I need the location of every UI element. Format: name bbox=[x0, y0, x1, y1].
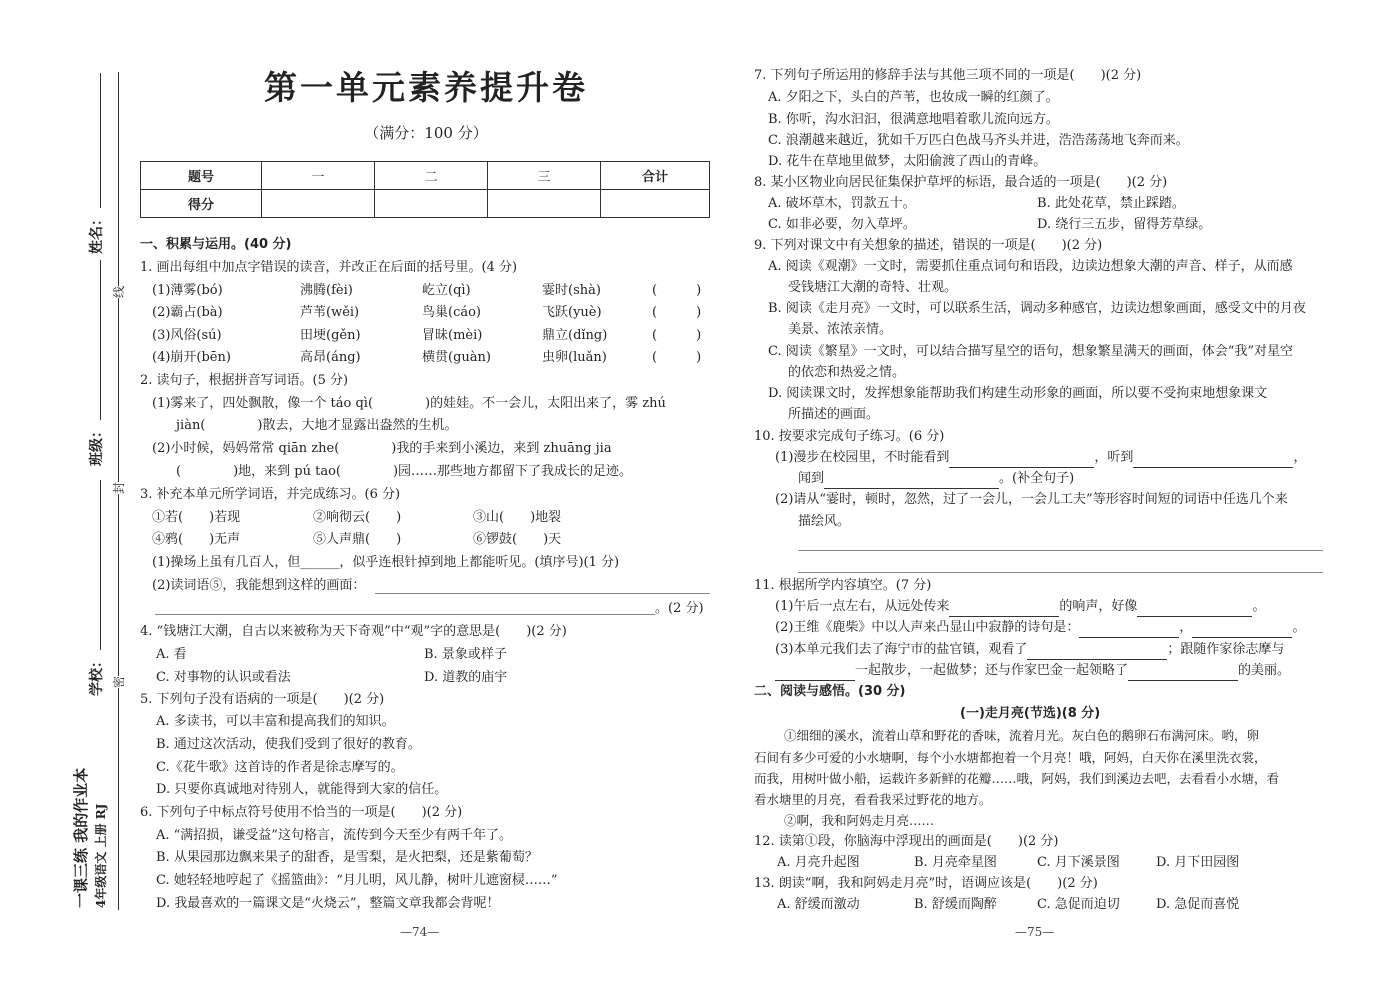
question-12: 12. 读第①段，你脑海中浮现出的画面是( )(2 分) bbox=[754, 834, 1059, 849]
q8-option[interactable]: D. 绕行三五步，留得芳草绿。 bbox=[1037, 217, 1212, 232]
score-input-cell[interactable] bbox=[262, 190, 375, 218]
binding-margin bbox=[0, 0, 135, 999]
score-table bbox=[140, 161, 710, 218]
q11-text: (3)本单元我们去了海宁市的盐官镇，观看了 bbox=[775, 642, 1028, 657]
q1-item: 沸腾(fèi) bbox=[300, 283, 353, 298]
question-5: 5. 下列句子没有语病的一项是( )(2 分) bbox=[140, 692, 385, 707]
q11-text: ；跟随作家徐志摩与 bbox=[1167, 642, 1285, 657]
question-2: 2. 读句子，根据拼音写词语。(5 分) bbox=[140, 373, 349, 388]
question-9: 9. 下列对课文中有关想象的描述，错误的一项是( )(2 分) bbox=[754, 238, 1103, 253]
q8-option[interactable]: B. 此处花草，禁止踩踏。 bbox=[1037, 196, 1185, 211]
score-input-cell[interactable] bbox=[601, 190, 710, 218]
question-1: 1. 画出每组中加点字错误的读音，并改正在后面的括号里。(4 分) bbox=[140, 260, 518, 275]
q5-option[interactable]: A. 多读书，可以丰富和提高我们的知识。 bbox=[156, 714, 395, 729]
q11-blank[interactable] bbox=[1079, 622, 1179, 638]
q5-option[interactable]: C.《花牛歌》这首诗的作者是徐志摩写的。 bbox=[156, 760, 404, 775]
score-table-header-row bbox=[141, 162, 710, 190]
q9-option[interactable]: A. 阅读《观潮》一文时，需要抓住重点词句和语段，边读边想象大潮的声音、样子，从而感 bbox=[768, 259, 1293, 274]
q10-answer-line[interactable] bbox=[798, 572, 1323, 573]
q11-blank[interactable] bbox=[1027, 644, 1167, 660]
q11-text: 一起散步，一起做梦；还与作家巴金一起领略了 bbox=[855, 663, 1129, 678]
q3-word: ④鸦( )无声 bbox=[152, 532, 241, 547]
score-input-cell[interactable] bbox=[375, 190, 488, 218]
q11-blank[interactable] bbox=[949, 601, 1059, 617]
passage-line: 而我，用树叶做小船，运载许多新鲜的花瓣……哦，阿妈，我们到溪边去吧，去看看小水塘，看 bbox=[754, 771, 1280, 786]
q7-option[interactable]: C. 浪潮越来越近，犹如千万匹白色战马齐头并进，浩浩荡荡地飞奔而来。 bbox=[768, 133, 1189, 148]
class-blank[interactable] bbox=[100, 260, 101, 420]
q6-option[interactable]: C. 她轻轻地哼起了《摇篮曲》：“月儿明，风儿静，树叶儿遮窗棂……” bbox=[156, 873, 558, 888]
full-score: （满分：100 分） bbox=[364, 124, 488, 142]
q2-line: ( )地，来到 pú tao( )园……那些地方都留下了我成长的足迹。 bbox=[176, 464, 633, 479]
score-input-cell[interactable] bbox=[488, 190, 601, 218]
q8-option[interactable]: A. 破坏草木，罚款五十。 bbox=[768, 196, 916, 211]
q8-option[interactable]: C. 如非必要，勿入草坪。 bbox=[768, 217, 916, 232]
page-number-left: —74— bbox=[400, 925, 440, 939]
q13-option[interactable]: B. 舒缓而陶醉 bbox=[914, 897, 997, 912]
q11-blank[interactable] bbox=[1137, 601, 1252, 617]
q11-line bbox=[775, 618, 1305, 638]
page-title: 第一单元素养提升卷 bbox=[264, 68, 588, 107]
question-3: 3. 补充本单元所学词语，并完成练习。(6 分) bbox=[140, 487, 401, 502]
class-field bbox=[86, 260, 106, 466]
q11-line bbox=[775, 597, 1265, 617]
q11-blank[interactable] bbox=[1128, 665, 1238, 681]
score-cell: 得分 bbox=[141, 190, 262, 218]
q5-option[interactable]: D. 只要你真诚地对待别人，就能得到大家的信任。 bbox=[156, 782, 448, 797]
school-label: 学校： bbox=[89, 654, 105, 696]
section-2-heading: 二、阅读与感悟。(30 分) bbox=[754, 684, 906, 699]
q4-option[interactable]: B. 景象或样子 bbox=[424, 647, 507, 662]
q1-answer-blank[interactable]: ( ) bbox=[652, 283, 702, 298]
q3-line: (2)读词语⑤，我能想到这样的画面： bbox=[152, 578, 366, 593]
passage-title: (一)走月亮(节选)(8 分) bbox=[960, 706, 1101, 721]
q9-option[interactable]: B. 阅读《走月亮》一文时，可以联系生活，调动多种感官，边读边想象画面，感受文中的月夜 bbox=[768, 301, 1306, 316]
page-number-right: —75— bbox=[1015, 925, 1055, 939]
section-1-heading: 一、积累与运用。(40 分) bbox=[140, 237, 292, 252]
q7-option[interactable]: B. 你听，沟水汩汩，很满意地唱着歌儿流向远方。 bbox=[768, 112, 1059, 127]
school-field bbox=[86, 480, 106, 696]
q9-option-cont: 的依恋和热爱之情。 bbox=[788, 365, 906, 380]
passage-line: ②啊，我和阿妈走月亮…… bbox=[784, 813, 935, 828]
q3-answer-line[interactable] bbox=[375, 593, 710, 594]
q11-blank[interactable] bbox=[775, 665, 855, 681]
name-blank[interactable] bbox=[100, 73, 101, 208]
q10-answer-line[interactable] bbox=[798, 550, 1323, 551]
q9-option[interactable]: C. 阅读《繁星》一文时，可以结合描写星空的语句，想象繁星满天的画面，体会“我”对星空 bbox=[768, 344, 1294, 359]
q11-text: 的响声，好像 bbox=[1059, 599, 1138, 614]
q10-line: (2)请从“霎时，顿时，忽然，过了一会儿，一会儿工夫”等形容时间短的词语中任选几个来 bbox=[775, 492, 1288, 507]
q1-item: 鼎立(dǐng) bbox=[542, 328, 608, 343]
q7-option[interactable]: D. 花牛在草地里做梦，太阳偷渡了西山的青峰。 bbox=[768, 154, 1047, 169]
q4-option[interactable]: A. 看 bbox=[156, 647, 187, 662]
q3-line: (1)操场上虽有几百人，但______，似乎连根针掉到地上都能听见。(填序号)(1 分) bbox=[152, 555, 620, 570]
q1-item: (1)薄雾(bó) bbox=[152, 283, 223, 298]
q3-word: ①若( )若现 bbox=[152, 510, 241, 525]
passage-line: ①细细的溪水，流着山草和野花的香味，流着月光。灰白色的鹅卵石布满河床。哟，卵 bbox=[784, 728, 1260, 743]
q10-text: ， bbox=[1293, 450, 1307, 465]
q12-option[interactable]: D. 月下田园图 bbox=[1156, 855, 1240, 870]
q3-word: ⑤人声鼎( ) bbox=[313, 532, 402, 547]
q9-option-cont: 美景、浓浓亲情。 bbox=[788, 322, 893, 337]
q1-answer-blank[interactable]: ( ) bbox=[652, 305, 702, 320]
q3-word: ②响彻云( ) bbox=[313, 510, 402, 525]
q1-item: 田埂(gěn) bbox=[300, 328, 361, 343]
question-6: 6. 下列句子中标点符号使用不恰当的一项是( )(2 分) bbox=[140, 805, 463, 820]
q11-line bbox=[775, 661, 1290, 681]
question-10: 10. 按要求完成句子练习。(6 分) bbox=[754, 429, 945, 444]
q9-option-cont: 受钱塘江大潮的奇特、壮观。 bbox=[788, 280, 958, 295]
q3-word: ⑥锣鼓( )天 bbox=[473, 532, 562, 547]
seal-mi: 密 bbox=[112, 675, 126, 688]
question-11: 11. 根据所学内容填空。(7 分) bbox=[754, 578, 932, 593]
q6-option[interactable]: B. 从果园那边飘来果子的甜香，是雪梨，是火把梨，还是紫葡萄？ bbox=[156, 850, 538, 865]
q11-text: (1)午后一点左右，从远处传来 bbox=[775, 599, 950, 614]
question-13: 13. 朗读“啊，我和阿妈走月亮”时，语调应该是( )(2 分) bbox=[754, 876, 1098, 891]
q1-answer-blank[interactable]: ( ) bbox=[652, 328, 702, 343]
question-7: 7. 下列句子所运用的修辞手法与其他三项不同的一项是( )(2 分) bbox=[754, 68, 1142, 83]
q11-blank[interactable] bbox=[1192, 622, 1292, 638]
seal-xian: 线 bbox=[112, 285, 126, 298]
q2-line: (2)小时候，妈妈常常 qiān zhe( )我的手来到小溪边，来到 zhuāng jia bbox=[152, 441, 612, 456]
q10-text: (1)漫步在校园里，不时能看到 bbox=[775, 450, 950, 465]
q13-option[interactable]: D. 急促而喜悦 bbox=[1156, 897, 1240, 912]
q10-line bbox=[775, 448, 1306, 468]
q1-item: 芦苇(wěi) bbox=[300, 305, 360, 320]
passage-line: 看水塘里的月亮，看看我采过野花的地方。 bbox=[754, 792, 992, 807]
q12-option[interactable]: A. 月亮升起图 bbox=[777, 855, 860, 870]
score-table-score-row bbox=[141, 190, 710, 218]
q1-item: 冒昧(mèi) bbox=[422, 328, 483, 343]
q1-item: 霎时(shà) bbox=[542, 283, 601, 298]
q11-text: ， bbox=[1179, 620, 1193, 635]
class-label: 班级： bbox=[89, 424, 105, 466]
q12-option[interactable]: B. 月亮牵星图 bbox=[914, 855, 997, 870]
passage-line: 石间有多少可爱的小水塘啊，每个小水塘都抱着一个月亮！哦，阿妈，白天你在溪里洗衣裳， bbox=[754, 750, 1267, 765]
q4-option[interactable]: D. 道教的庙宇 bbox=[424, 670, 508, 685]
brand-logo: 一课三练 我的作业本 bbox=[72, 767, 90, 908]
q10-text: ，听到 bbox=[1094, 450, 1134, 465]
question-8: 8. 某小区物业向居民征集保护草坪的标语，最合适的一项是( )(2 分) bbox=[754, 175, 1168, 190]
q11-text: (2)王维《鹿柴》中以人声来凸显山中寂静的诗句是： bbox=[775, 620, 1080, 635]
q7-option[interactable]: A. 夕阳之下，头白的芦苇，也妆成一瞬的红颜了。 bbox=[768, 90, 1059, 105]
q2-line: jiàn( )散去，大地才显露出盎然的生机。 bbox=[176, 418, 458, 433]
q6-option[interactable]: A. “满招损，谦受益”这句格言，流传到今天至少有两千年了。 bbox=[156, 828, 512, 843]
q2-line: (1)雾来了，四处飘散，像一个 táo qì( )的娃娃。不一会儿，太阳出来了，雾 zhú bbox=[152, 396, 666, 411]
q9-option[interactable]: D. 阅读课文时，发挥想象能帮助我们构建生动形象的画面，所以要不受拘束地想象课文 bbox=[768, 386, 1268, 401]
q9-option-cont: 所描述的画面。 bbox=[788, 407, 880, 422]
score-cell: 二 bbox=[375, 162, 488, 190]
q13-option[interactable]: C. 急促而迫切 bbox=[1037, 897, 1120, 912]
question-4: 4. “钱塘江大潮，自古以来被称为天下奇观”中“观”字的意思是( )(2 分) bbox=[140, 624, 567, 639]
q10-blank[interactable] bbox=[824, 473, 999, 489]
q1-item: 飞跃(yuè) bbox=[542, 305, 602, 320]
q10-line bbox=[798, 469, 1074, 489]
exam-title bbox=[140, 62, 712, 109]
q11-line bbox=[775, 640, 1284, 660]
seal-feng: 封 bbox=[112, 481, 126, 494]
q3-score: 。(2 分) bbox=[655, 601, 704, 616]
q10-line: 描绘风。 bbox=[798, 514, 851, 529]
q1-item: (4)崩开(bēn) bbox=[152, 350, 231, 365]
q1-item: 虫卵(luǎn) bbox=[542, 350, 607, 365]
q11-text: 。 bbox=[1292, 620, 1306, 635]
score-cell: 题号 bbox=[141, 162, 262, 190]
q12-option[interactable]: C. 月下溪景图 bbox=[1037, 855, 1120, 870]
q3-answer-line[interactable] bbox=[155, 614, 655, 615]
q10-blank[interactable] bbox=[1133, 452, 1293, 468]
q1-item: 屹立(qì) bbox=[422, 283, 471, 298]
name-field bbox=[86, 73, 106, 254]
q1-item: 横贯(guàn) bbox=[422, 350, 491, 365]
school-blank[interactable] bbox=[100, 480, 101, 650]
q1-item: 鸟巢(cáo) bbox=[422, 305, 482, 320]
q10-text: 闻到 bbox=[798, 471, 825, 486]
score-cell: 三 bbox=[488, 162, 601, 190]
q1-item: (2)霸占(bà) bbox=[152, 305, 223, 320]
q1-item: 高昂(áng) bbox=[300, 350, 361, 365]
q10-blank[interactable] bbox=[949, 452, 1094, 468]
q5-option[interactable]: B. 通过这次活动，使我们受到了很好的教育。 bbox=[156, 737, 421, 752]
q11-text: 的美丽。 bbox=[1238, 663, 1291, 678]
q6-option[interactable]: D. 我最喜欢的一篇课文是“火烧云”，整篇文章我都会背呢！ bbox=[156, 896, 500, 911]
q4-option[interactable]: C. 对事物的认识或看法 bbox=[156, 670, 291, 685]
q1-answer-blank[interactable]: ( ) bbox=[652, 350, 702, 365]
grade-label: 4年级语文 上册 RJ bbox=[94, 803, 108, 908]
q1-item: (3)风俗(sú) bbox=[152, 328, 222, 343]
score-cell: 一 bbox=[262, 162, 375, 190]
name-label: 姓名： bbox=[89, 212, 105, 254]
q10-text: 。(补全句子) bbox=[999, 471, 1075, 486]
q11-text: 。 bbox=[1252, 599, 1266, 614]
q3-word: ③山( )地裂 bbox=[473, 510, 562, 525]
score-cell: 合计 bbox=[601, 162, 710, 190]
q13-option[interactable]: A. 舒缓而激动 bbox=[777, 897, 860, 912]
